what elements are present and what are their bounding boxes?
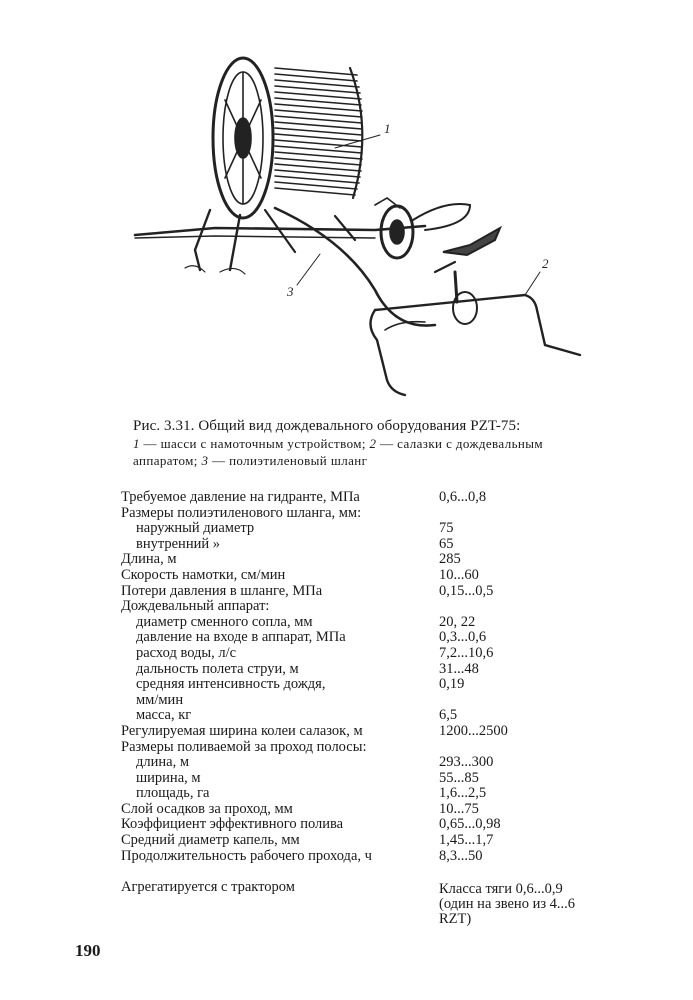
spec-row — [121, 740, 601, 756]
caption-part-num: 3 — [201, 453, 209, 468]
spec-label: Скорость намотки, см/мин — [121, 566, 286, 583]
spec-label: Требуемое давление на гидранте, МПа — [121, 489, 360, 505]
spec-row — [121, 786, 601, 802]
callout-2: 2 — [542, 256, 549, 271]
spec-label: Средний диаметр капель, мм — [121, 832, 300, 849]
spec-value: 0,65...0,98 — [439, 816, 501, 833]
spec-label: Длина, м — [121, 551, 177, 568]
spec-value: Класса тяги 0,6...0,9 (один на звено из 4...6 RZT) — [439, 880, 576, 927]
spec-row — [121, 755, 601, 771]
caption-part-num: 2 — [369, 436, 377, 451]
spec-label: Дождевальный аппарат: — [121, 598, 270, 615]
spec-label: площадь, га — [136, 785, 210, 802]
spec-value: 0,19 — [439, 676, 465, 693]
spec-label: давление на входе в аппарат, МПа — [136, 629, 346, 646]
spec-row — [121, 817, 601, 833]
spec-value: 20, 22 — [439, 613, 476, 630]
spec-label: Коэффициент эффективного полива — [121, 816, 344, 833]
spec-label: Агрегатируется с трактором — [121, 878, 295, 895]
spec-value: 6,5 — [439, 707, 458, 724]
spec-label: диаметр сменного сопла, мм — [136, 613, 313, 630]
spec-label: мм/мин — [136, 691, 184, 708]
spec-label: наружный диаметр — [136, 520, 255, 537]
spec-value: 10...60 — [439, 566, 479, 583]
figure-caption — [133, 418, 603, 469]
reel-coils — [275, 68, 362, 198]
caption-part-text: — шасси с намоточным устройством; — [139, 436, 370, 451]
spec-value: 10...75 — [439, 800, 479, 817]
spec-value: 1,45...1,7 — [439, 832, 494, 849]
figure-illustration — [125, 40, 595, 400]
callout-1: 1 — [384, 121, 391, 136]
caption-part-text: — салазки с дождевальным аппаратом; — [133, 436, 544, 468]
spec-value: 75 — [439, 520, 454, 537]
spec-value: 31...48 — [439, 660, 479, 677]
spec-row — [121, 506, 601, 522]
spec-row — [121, 833, 601, 849]
spec-value: 65 — [439, 535, 454, 552]
spec-row — [121, 708, 601, 724]
spec-value: 1,6...2,5 — [439, 785, 487, 802]
spec-row — [121, 584, 601, 600]
spec-row — [121, 615, 601, 631]
spec-row — [121, 880, 601, 940]
caption-title: Рис. 3.31. Общий вид дождевального оборудования PZT-75: — [133, 418, 521, 434]
spec-row — [121, 490, 601, 506]
polyethylene-hose — [275, 208, 435, 326]
spec-value: 0,15...0,5 — [439, 582, 494, 599]
spec-value: 0,3...0,6 — [439, 629, 487, 646]
spec-label: расход воды, л/с — [136, 644, 237, 661]
spec-row — [121, 849, 601, 880]
spec-row — [121, 552, 601, 568]
sled-with-sprinkler — [370, 228, 580, 395]
spec-row — [121, 724, 601, 740]
spec-row — [121, 537, 601, 553]
spec-row — [121, 677, 601, 693]
spec-value: 1200...2500 — [439, 722, 508, 739]
specifications-list — [121, 490, 601, 940]
spec-value: 0,6...0,8 — [439, 489, 487, 505]
spec-label: масса, кг — [136, 707, 192, 724]
page-number: 190 — [75, 941, 101, 960]
spec-row — [121, 693, 601, 709]
spec-row — [121, 568, 601, 584]
spec-row — [121, 630, 601, 646]
callout-3: 3 — [287, 284, 294, 299]
spec-row — [121, 521, 601, 537]
spec-label: длина, м — [136, 754, 189, 771]
spec-row — [121, 771, 601, 787]
spec-value: 293...300 — [439, 754, 494, 771]
spec-label: Размеры поливаемой за проход полосы: — [121, 738, 367, 755]
spec-value: 7,2...10,6 — [439, 644, 494, 661]
hose-reel-drawing — [125, 40, 595, 400]
spec-value: 55...85 — [439, 769, 479, 786]
spec-value: 8,3...50 — [439, 847, 483, 864]
spec-label: дальность полета струи, м — [136, 660, 299, 677]
spec-label: средняя интенсивность дождя, — [136, 676, 326, 693]
spec-label: Слой осадков за проход, мм — [121, 800, 293, 817]
spec-label: Размеры полиэтиленового шланга, мм: — [121, 504, 362, 521]
caption-part-num: 1 — [133, 436, 140, 451]
spec-label: ширина, м — [136, 769, 201, 786]
spec-label: Потери давления в шланге, МПа — [121, 582, 323, 599]
spec-row — [121, 662, 601, 678]
spec-row — [121, 646, 601, 662]
spec-label: Продолжительность рабочего прохода, ч — [121, 847, 372, 864]
spec-label: Регулируемая ширина колеи салазок, м — [121, 722, 363, 739]
spec-row — [121, 599, 601, 615]
caption-parts — [133, 435, 603, 469]
spec-row — [121, 802, 601, 818]
caption-part-text: — полиэтиленовый шланг — [208, 453, 368, 468]
spec-label: внутренний » — [136, 535, 220, 552]
spec-value: 285 — [439, 551, 461, 568]
